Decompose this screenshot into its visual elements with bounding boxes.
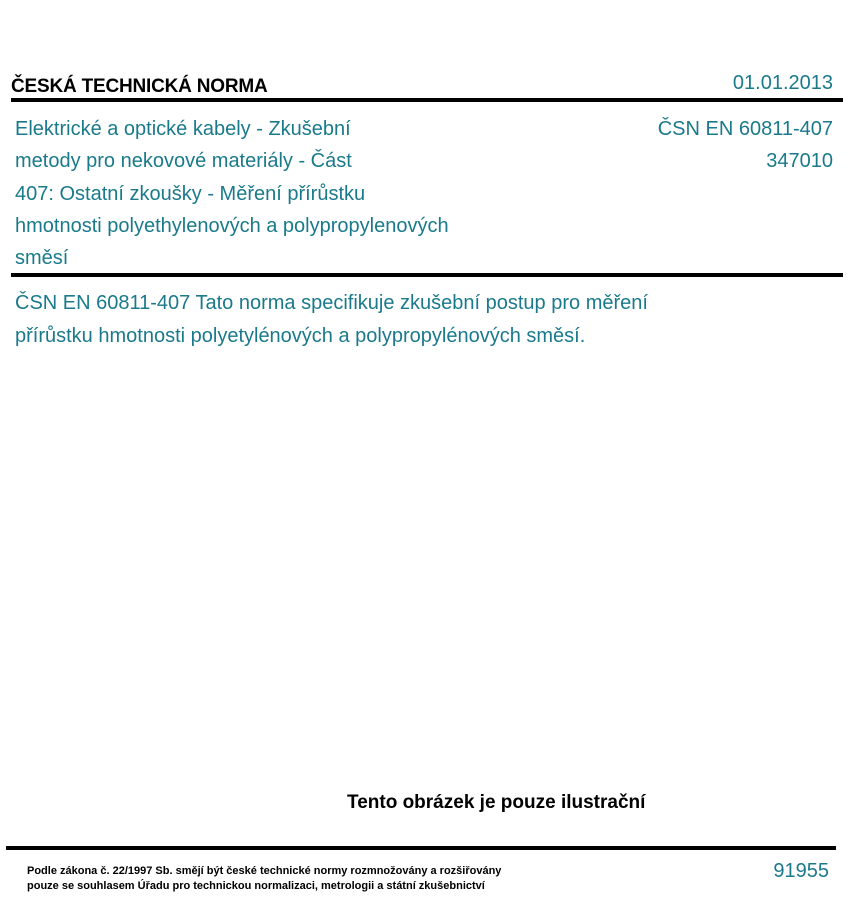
standard-identifiers: [658, 113, 833, 178]
copyright-line: pouze se souhlasem Úřadu pro technickou normalizaci, metrologii a státní zkušebnictví: [27, 880, 485, 892]
title-line: hmotnosti polyethylenových a polypropylenových: [15, 214, 449, 237]
title-line: metody pro nekovové materiály - Část: [15, 150, 352, 173]
document-type-label: ČESKÁ TECHNICKÁ NORMA: [11, 76, 268, 97]
copyright-line: Podle zákona č. 22/1997 Sb. smějí být české technické normy rozmnožovány a rozšiřovány: [27, 865, 502, 877]
effective-date: 01.01.2013: [732, 72, 833, 94]
catalog-number: 91955: [773, 860, 829, 882]
standard-title: [15, 113, 515, 274]
title-line: 407: Ostatní zkoušky - Měření přírůstku: [15, 182, 366, 205]
standard-code: ČSN EN 60811-407: [657, 118, 833, 140]
summary-line: přírůstku hmotnosti polyetylénových a polypropylénových směsí.: [15, 324, 586, 347]
illustration-notice: Tento obrázek je pouze ilustrační: [347, 792, 646, 813]
header-divider: [11, 98, 843, 102]
classification-number: 347010: [766, 150, 833, 173]
title-line: směsí: [15, 247, 69, 270]
title-line: Elektrické a optické kabely - Zkušební: [15, 118, 351, 140]
summary-line: ČSN EN 60811-407 Tato norma specifikuje zkušební postup pro měření: [15, 292, 648, 314]
title-divider: [11, 273, 843, 277]
copyright-notice: [27, 864, 501, 894]
standard-summary: [15, 287, 735, 352]
footer-divider: [6, 846, 836, 850]
